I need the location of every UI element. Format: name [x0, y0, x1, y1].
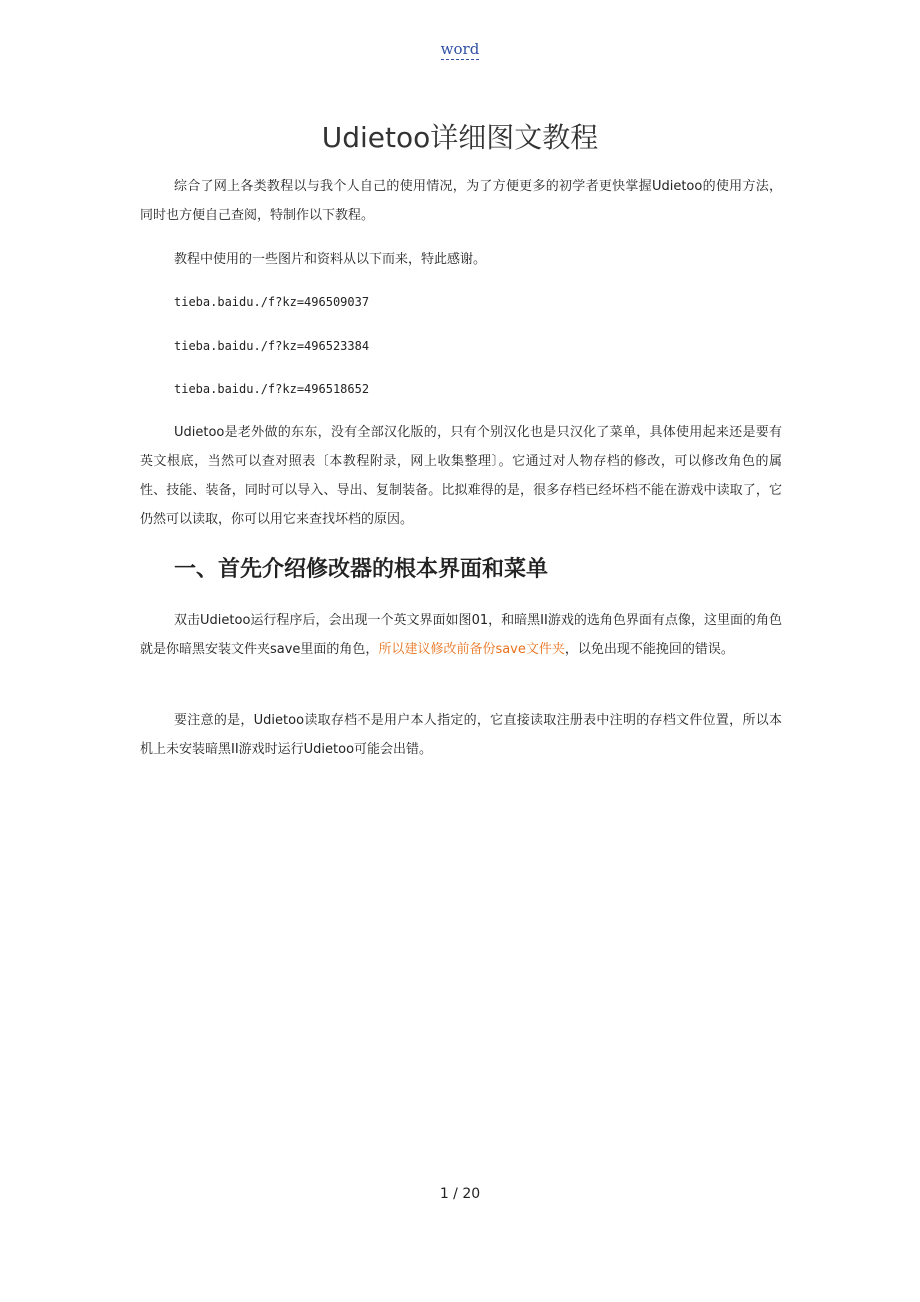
intro-paragraph-2: 教程中使用的一些图片和资料从以下而来，特此感谢。 [174, 252, 487, 267]
section1-paragraph-1-block [140, 606, 782, 664]
source-link-1-block [140, 292, 782, 312]
source-link-3[interactable]: tieba.baidu./f?kz=496518652 [174, 382, 370, 396]
section1-paragraph-1-text-a: 双击Udietoo运行程序后，会出现一个英文界面如图01，和暗黑II游戏的选角色界面有点像，这里面的角色就是你暗黑安装文件夹save里面的角色， [140, 613, 782, 657]
intro-paragraph-3: Udietoo是老外做的东东，没有全部汉化版的，只有个别汉化也是只汉化了菜单，具体使用起来还是要有英文根底，当然可以查对照表〔本教程附录，网上收集整理〕。它通过对人物存档的修改，可以修改角色的属性、技能、装备，同时可以导入、导出、复制装备。比拟难得的是，很多存档已经坏档不能在游戏中读取了，它仍然可以读取，你可以用它来查找坏档的原因。 [140, 425, 782, 527]
section1-paragraph-1-text-b: ，以免出现不能挽回的错误。 [564, 642, 734, 657]
page-number: 1 / 20 [439, 1186, 481, 1202]
document-title: Udietoo详细图文教程 [321, 121, 599, 154]
header-link[interactable]: word [440, 40, 480, 58]
section1-paragraph-2: 要注意的是，Udietoo读取存档不是用户本人指定的，它直接读取注册表中注明的存档文件位置，所以本机上未安装暗黑II游戏时运行Udietoo可能会出错。 [140, 713, 782, 757]
backup-warning-highlight: 所以建议修改前备份save文件夹 [378, 642, 565, 657]
intro-paragraph-1-block [140, 172, 782, 230]
intro-paragraph-2-block [140, 245, 782, 274]
source-link-2-block [140, 336, 782, 356]
intro-paragraph-1: 综合了网上各类教程以与我个人自己的使用情况，为了方便更多的初学者更快掌握Udietoo的使用方法，同时也方便自己查阅，特制作以下教程。 [140, 179, 782, 223]
source-link-3-block [140, 379, 782, 399]
page-header [0, 40, 920, 58]
section1-paragraph-1 [140, 606, 782, 664]
source-link-1[interactable]: tieba.baidu./f?kz=496509037 [174, 295, 370, 309]
source-link-2[interactable]: tieba.baidu./f?kz=496523384 [174, 339, 370, 353]
section-heading-1: 一、首先介绍修改器的根本界面和菜单 [174, 557, 549, 582]
intro-paragraph-3-block [140, 418, 782, 534]
section1-paragraph-2-block [140, 706, 782, 764]
